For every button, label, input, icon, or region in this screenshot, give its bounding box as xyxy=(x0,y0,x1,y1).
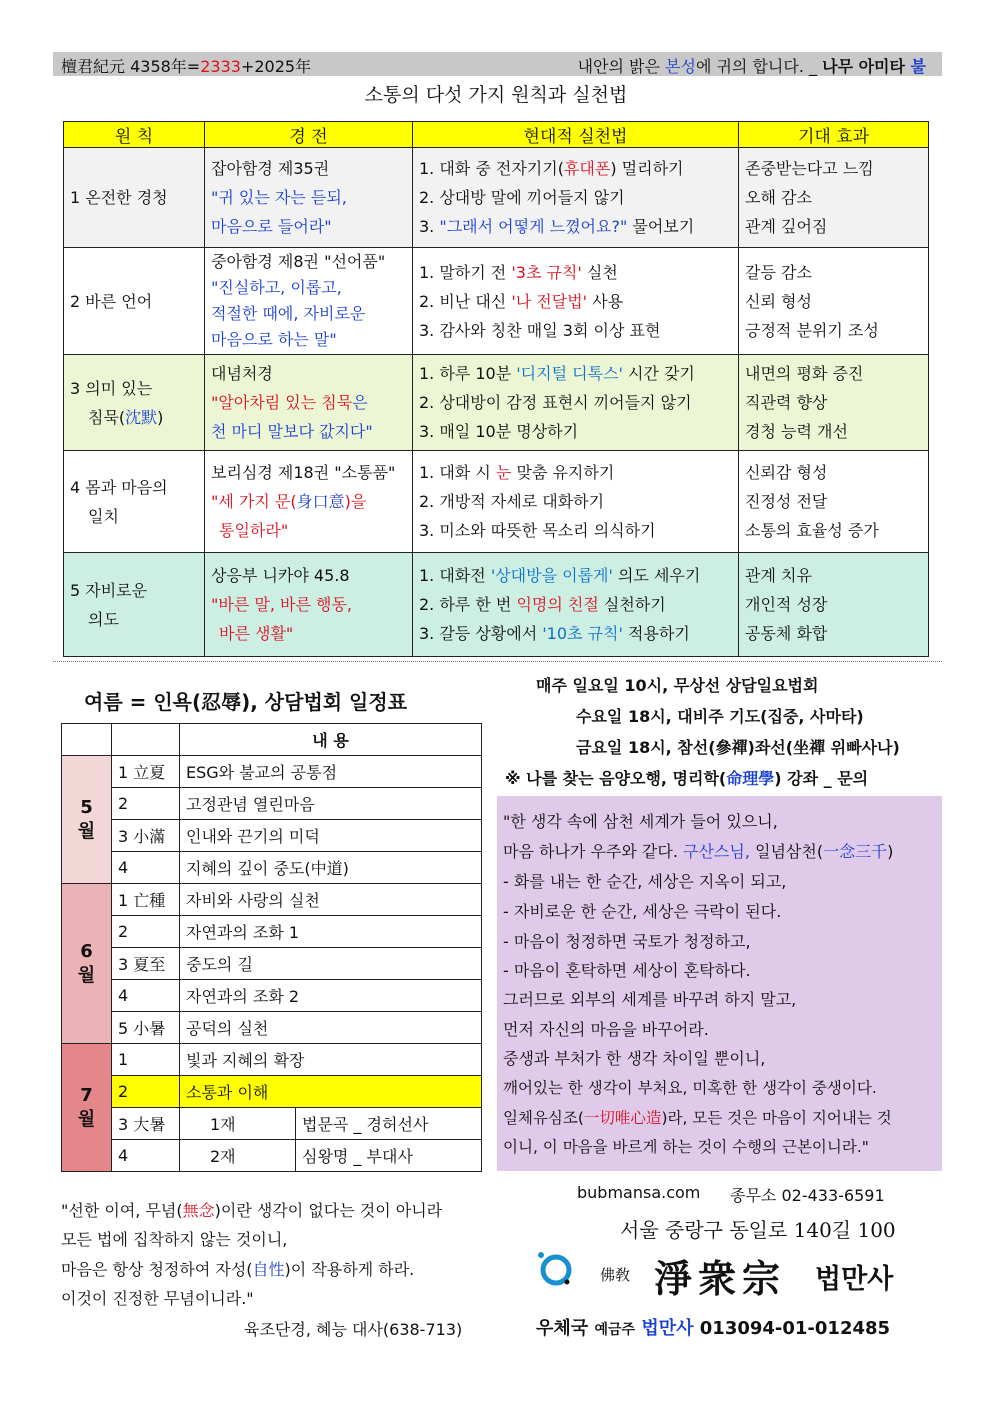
quote-line xyxy=(503,842,893,862)
content-cell: 중도의 길 xyxy=(180,948,482,980)
meeting-wednesday: 수요일 18시, 대비주 기도(집중, 사마타) xyxy=(576,707,864,726)
refuge-bold-blue: 불 xyxy=(910,57,926,76)
table-row xyxy=(62,1012,482,1044)
practice-item xyxy=(419,212,732,241)
practice-item xyxy=(419,619,732,648)
month-label: 7월 xyxy=(77,1084,96,1130)
table-row xyxy=(64,451,929,553)
effect-cell xyxy=(739,148,929,248)
quote-line: 이니, 이 마음을 바르게 하는 것이 수행의 근본이니라." xyxy=(503,1138,869,1156)
principle-text: ) xyxy=(157,407,164,427)
scripture-quote: "진실하고, 이롭고, xyxy=(211,278,342,297)
temple-logo-icon xyxy=(536,1250,572,1286)
practice-text: 실천하기 xyxy=(598,595,666,614)
month-july xyxy=(62,1044,112,1172)
effect-item: 관계 치유 xyxy=(745,566,812,585)
practice-text: 적용하기 xyxy=(622,624,690,643)
content-cell: 지혜의 깊이 중도(中道) xyxy=(180,852,482,884)
practice-item: 3. 감사와 칭찬 매일 3회 이상 표현 xyxy=(419,320,661,340)
week-cell: 4 xyxy=(112,980,180,1012)
effect-item: 소통의 효율성 증가 xyxy=(745,521,879,540)
quote-text: )이란 생각이 없다는 것이 아니라 xyxy=(214,1201,443,1220)
quote-line: - 마음이 혼탁하면 세상이 혼탁하다. xyxy=(503,961,751,980)
refuge-b: 에 귀의 합니다. _ xyxy=(695,57,823,76)
quote-text: 일체유심조( xyxy=(503,1109,584,1127)
scripture-source: 중아함경 제8권 "선어품" xyxy=(211,252,386,271)
scripture-emph: )을 xyxy=(344,492,367,511)
quote-line: 중생과 부처가 한 생각 차이일 뿐이니, xyxy=(503,1049,766,1068)
week-cell: 3 大暑 xyxy=(112,1108,180,1140)
quote-text: 일념삼천( xyxy=(755,842,824,861)
effect-cell xyxy=(739,451,929,553)
principle-label: 3 의미 있는 xyxy=(70,378,153,398)
principle-label: 2 바른 언어 xyxy=(70,291,153,311)
era-suffix: +2025年 xyxy=(240,57,312,76)
practice-text: 3. xyxy=(419,217,440,236)
refuge-a: 내안의 밝은 xyxy=(577,57,666,76)
table-row xyxy=(64,248,929,355)
quote-line: "한 생각 속에 삼천 세계가 들어 있으니, xyxy=(503,812,778,831)
practice-emph: '디지털 디톡스' xyxy=(516,364,623,383)
principle-cell xyxy=(64,355,205,451)
col-header-principle: 원 칙 xyxy=(64,122,205,148)
quote-hanja: 自性 xyxy=(252,1260,285,1279)
practice-cell xyxy=(413,451,739,553)
month-label: 6월 xyxy=(77,940,96,986)
practice-text: ) 멀리하기 xyxy=(610,159,684,178)
effect-item: 공동체 화합 xyxy=(745,624,828,643)
content-cell: 2재 xyxy=(180,1140,296,1172)
refuge-blue: 본성 xyxy=(665,57,696,76)
practice-emph: 휴대폰 xyxy=(563,159,611,178)
scripture-cell xyxy=(205,355,413,451)
lecture-a: ※ 나를 찾는 음양오행, 명리학( xyxy=(505,769,727,788)
scripture-quote: 천 마디 말보다 값지다" xyxy=(211,422,373,441)
practice-text: 1. 대화 시 xyxy=(419,463,496,482)
practice-text: 3. 갈등 상황에서 xyxy=(419,624,543,643)
principle-label: 4 몸과 마음의 xyxy=(70,477,168,497)
quote-line: 그러므로 외부의 세계를 바꾸려 하지 말고, xyxy=(503,990,797,1009)
blank-cell xyxy=(62,724,112,756)
table-row xyxy=(62,916,482,948)
effect-cell xyxy=(739,248,929,355)
bank-info xyxy=(536,1314,890,1340)
week-cell: 3 小滿 xyxy=(112,820,180,852)
content-cell: 빛과 지혜의 확장 xyxy=(180,1044,482,1076)
principle-cell xyxy=(64,248,205,355)
quote-hanja: 一切唯心造 xyxy=(583,1109,662,1127)
schedule-table xyxy=(61,723,482,1172)
col-header-practice: 현대적 실천법 xyxy=(413,122,739,148)
practice-text: 2. 하루 한 번 xyxy=(419,595,517,614)
practice-item: 3. 미소와 따뜻한 목소리 의식하기 xyxy=(419,521,656,540)
practice-text: 의도 세우기 xyxy=(612,566,701,585)
practice-text: 2. 비난 대신 xyxy=(419,291,512,311)
content-cell: 공덕의 실천 xyxy=(180,1012,482,1044)
office-phone: 종무소 02-433-6591 xyxy=(730,1186,885,1205)
table-row xyxy=(64,148,929,248)
month-june xyxy=(62,884,112,1044)
principle-cell xyxy=(64,148,205,248)
effect-item: 존중받는다고 느낌 xyxy=(745,159,874,178)
content-cell: ESG와 불교의 공통점 xyxy=(180,756,482,788)
quote-line: 깨어있는 한 생각이 부처요, 미혹한 한 생각이 중생이다. xyxy=(503,1079,877,1097)
scripture-quote xyxy=(211,388,406,417)
era-date xyxy=(61,54,311,77)
table-row xyxy=(62,756,482,788)
practice-item: 3. 매일 10분 명상하기 xyxy=(419,422,579,441)
temple-name: 법만사 xyxy=(815,1264,894,1295)
practice-cell xyxy=(413,248,739,355)
practice-cell xyxy=(413,355,739,451)
principle-hanja: 沈默 xyxy=(125,407,158,427)
effect-item: 진정성 전달 xyxy=(745,492,828,511)
era-prefix: 檀君紀元 4358年= xyxy=(61,57,201,76)
refuge-bold: 나무 아미타 xyxy=(822,57,911,76)
header-bar xyxy=(53,52,942,76)
scripture-cell xyxy=(205,451,413,553)
practice-item xyxy=(419,258,732,287)
scripture-cell xyxy=(205,148,413,248)
blank-cell xyxy=(112,724,180,756)
table-row xyxy=(62,1140,482,1172)
bank-holder: 법만사 xyxy=(641,1318,694,1339)
quote-author: 구산스님, xyxy=(683,842,755,861)
refuge-text xyxy=(578,54,926,77)
week-cell-highlighted: 2 xyxy=(112,1076,180,1108)
practice-text: 1. 대화전 xyxy=(419,566,491,585)
website-link[interactable]: bubmansa.com xyxy=(577,1183,701,1202)
table-row xyxy=(64,355,929,451)
practice-cell xyxy=(413,148,739,248)
practice-emph: '상대방을 이롭게' xyxy=(490,566,613,585)
practice-emph: '10초 규칙' xyxy=(542,624,623,643)
week-cell: 3 夏至 xyxy=(112,948,180,980)
lecture-c: ) 강좌 _ 문의 xyxy=(774,769,869,788)
effect-item: 오해 감소 xyxy=(745,188,812,207)
org-name-hanja: 淨衆宗 xyxy=(654,1256,787,1301)
table-row xyxy=(62,884,482,916)
practice-item: 2. 상대방 말에 끼어들지 않기 xyxy=(419,188,625,207)
scripture-text: 은 xyxy=(352,393,368,412)
content-cell: 1재 xyxy=(180,1108,296,1140)
bottom-quote-line xyxy=(61,1198,442,1221)
effect-item: 내면의 평화 증진 xyxy=(745,364,864,383)
practice-text: 1. 하루 10분 xyxy=(419,364,517,383)
practice-text: 1. 말하기 전 xyxy=(419,262,512,282)
table-row xyxy=(62,1044,482,1076)
org-prefix: 佛敎 xyxy=(600,1266,631,1284)
practice-emph: "그래서 어떻게 느꼈어요?" xyxy=(439,217,628,236)
principle-label xyxy=(70,403,198,432)
schedule-title: 여름 = 인욕(忍辱), 상담법회 일정표 xyxy=(84,690,408,714)
content-cell: 자비와 사랑의 실천 xyxy=(180,884,482,916)
quote-line: - 화를 내는 한 순간, 세상은 지옥이 되고, xyxy=(503,872,787,891)
practice-emph: '3초 규칙' xyxy=(511,262,582,282)
effect-item: 관계 깊어짐 xyxy=(745,217,828,236)
quote-line xyxy=(503,1108,892,1128)
content-cell: 고정관념 열린마음 xyxy=(180,788,482,820)
principle-label: 1 온전한 경청 xyxy=(70,188,168,207)
principles-header-row xyxy=(64,122,929,148)
quote-text: "선한 이여, 무념( xyxy=(61,1201,183,1220)
effect-item: 개인적 성장 xyxy=(745,595,828,614)
effect-cell xyxy=(739,553,929,657)
content-cell-highlighted: 소통과 이해 xyxy=(180,1076,482,1108)
month-may xyxy=(62,756,112,884)
bank-account: 013094-01-012485 xyxy=(699,1318,891,1339)
practice-text: 사용 xyxy=(587,291,624,311)
practice-text: 물어보기 xyxy=(627,217,695,236)
practice-item xyxy=(419,590,732,619)
practice-text: 맞춤 유지하기 xyxy=(511,463,615,482)
week-cell: 2 xyxy=(112,788,180,820)
week-cell: 5 小暑 xyxy=(112,1012,180,1044)
practice-item xyxy=(419,458,732,487)
scripture-quote: 마음으로 들어라" xyxy=(211,217,332,236)
col-header-effect: 기대 효과 xyxy=(739,122,929,148)
effect-item: 긍정적 분위기 조성 xyxy=(745,320,879,340)
effect-cell xyxy=(739,355,929,451)
section-divider xyxy=(53,661,942,662)
scripture-source: 보리심경 제18권 "소통품" xyxy=(211,463,396,482)
practice-item xyxy=(419,287,732,316)
meeting-sunday: 매주 일요일 10시, 무상선 상담일요법회 xyxy=(536,676,819,695)
lecture-cell: 법문곡 _ 경허선사 xyxy=(296,1108,482,1140)
quote-line: 먼저 자신의 마음을 바꾸어라. xyxy=(503,1020,709,1039)
practice-item: 2. 상대방이 감정 표현시 끼어들지 않기 xyxy=(419,393,692,412)
principle-label: 5 자비로운 xyxy=(70,580,148,600)
scripture-quote xyxy=(211,487,406,516)
scripture-quote: 적절한 때에, 자비로운 xyxy=(211,304,366,323)
practice-cell xyxy=(413,553,739,657)
quote-text: 마음은 항상 청정하여 자성( xyxy=(61,1260,253,1279)
quote-text: 마음 하나가 우주와 같다. xyxy=(503,842,683,861)
quote-text: )이 작용하게 하라. xyxy=(284,1260,415,1279)
quote-box xyxy=(497,796,942,1171)
scripture-quote: 통일하라" xyxy=(219,521,289,540)
table-row xyxy=(62,852,482,884)
week-cell: 4 xyxy=(112,1140,180,1172)
week-cell: 2 xyxy=(112,916,180,948)
scripture-quote: 마음으로 하는 말" xyxy=(211,330,337,349)
effect-item: 경청 능력 개선 xyxy=(745,422,848,441)
scripture-source: 잡아함경 제35권 xyxy=(211,159,330,178)
quote-source: 육조단경, 혜능 대사(638-713) xyxy=(244,1320,463,1339)
week-cell: 1 立夏 xyxy=(112,756,180,788)
effect-item: 신뢰 형성 xyxy=(745,291,812,311)
week-cell: 1 亡種 xyxy=(112,884,180,916)
table-row xyxy=(62,820,482,852)
scripture-cell xyxy=(205,248,413,355)
meeting-friday: 금요일 18시, 참선(參禪)좌선(坐禪 위빠사나) xyxy=(576,738,900,757)
scripture-emph: "세 가지 문( xyxy=(211,492,297,511)
quote-hanja: 一念三千 xyxy=(823,842,888,861)
content-cell: 자연과의 조화 2 xyxy=(180,980,482,1012)
practice-item: 2. 개방적 자세로 대화하기 xyxy=(419,492,605,511)
lecture-hanja: 命理學 xyxy=(726,769,775,788)
month-label: 5월 xyxy=(77,796,96,842)
principle-label: 의도 xyxy=(88,609,119,629)
principle-label: 일치 xyxy=(88,506,119,526)
practice-item xyxy=(419,561,732,590)
quote-line: - 자비로운 한 순간, 세상은 극락이 된다. xyxy=(503,902,782,921)
principle-cell xyxy=(64,553,205,657)
effect-item: 직관력 향상 xyxy=(745,393,828,412)
bank-holder-label: 예금주 xyxy=(594,1322,636,1338)
principle-text: 침묵( xyxy=(88,407,126,427)
scripture-quote: "바른 말, 바른 행동, xyxy=(211,595,352,614)
scripture-cell xyxy=(205,553,413,657)
quote-text: ) xyxy=(887,842,894,861)
content-header: 내 용 xyxy=(180,724,482,756)
practice-emph: '나 전달법' xyxy=(511,291,588,311)
content-cell: 자연과의 조화 1 xyxy=(180,916,482,948)
scripture-emph: "알아차림 있는 침묵 xyxy=(211,393,353,412)
quote-hanja: 無念 xyxy=(182,1201,215,1220)
bottom-quote-line: 이것이 진정한 무념이니라." xyxy=(61,1289,254,1308)
table-row xyxy=(62,1076,482,1108)
week-cell: 4 xyxy=(112,852,180,884)
scripture-quote: 바른 생활" xyxy=(219,624,294,643)
practice-text: 시간 갖기 xyxy=(622,364,695,383)
table-row xyxy=(62,980,482,1012)
page-title: 소통의 다섯 가지 원칙과 실천법 xyxy=(364,84,628,106)
practice-emph: 눈 xyxy=(495,463,512,482)
scripture-source: 상응부 니카야 45.8 xyxy=(211,566,350,585)
effect-item: 신뢰감 형성 xyxy=(745,463,828,482)
principles-table xyxy=(63,121,929,657)
address: 서울 중랑구 동일로 140길 100 xyxy=(620,1218,896,1242)
week-cell: 1 xyxy=(112,1044,180,1076)
era-highlight: 2333 xyxy=(200,57,241,76)
principle-cell xyxy=(64,451,205,553)
bottom-quote-line xyxy=(61,1257,414,1280)
table-row xyxy=(62,948,482,980)
practice-text: 1. 대화 중 전자기기( xyxy=(419,159,564,178)
content-cell: 인내와 끈기의 미덕 xyxy=(180,820,482,852)
scripture-hanja: 身口意 xyxy=(296,492,345,511)
effect-item: 갈등 감소 xyxy=(745,262,812,282)
table-row xyxy=(62,788,482,820)
quote-text: )라, 모든 것은 마음이 지어내는 것 xyxy=(661,1109,892,1127)
lecture-notice xyxy=(505,766,868,789)
practice-emph: 익명의 친절 xyxy=(516,595,599,614)
quote-line: - 마음이 청정하면 국토가 청정하고, xyxy=(503,932,751,951)
table-row xyxy=(62,1108,482,1140)
practice-item xyxy=(419,359,732,388)
lecture-cell: 심왕명 _ 부대사 xyxy=(296,1140,482,1172)
scripture-source: 대념처경 xyxy=(211,364,273,383)
practice-item xyxy=(419,154,732,183)
col-header-scripture: 경 전 xyxy=(205,122,413,148)
bank-name: 우체국 xyxy=(536,1318,589,1339)
bottom-quote-line: 모든 법에 집착하지 않는 것이니, xyxy=(61,1230,288,1249)
table-row xyxy=(64,553,929,657)
scripture-quote: "귀 있는 자는 듣되, xyxy=(211,188,347,207)
practice-text: 실천 xyxy=(581,262,618,282)
schedule-header-row xyxy=(62,724,482,756)
